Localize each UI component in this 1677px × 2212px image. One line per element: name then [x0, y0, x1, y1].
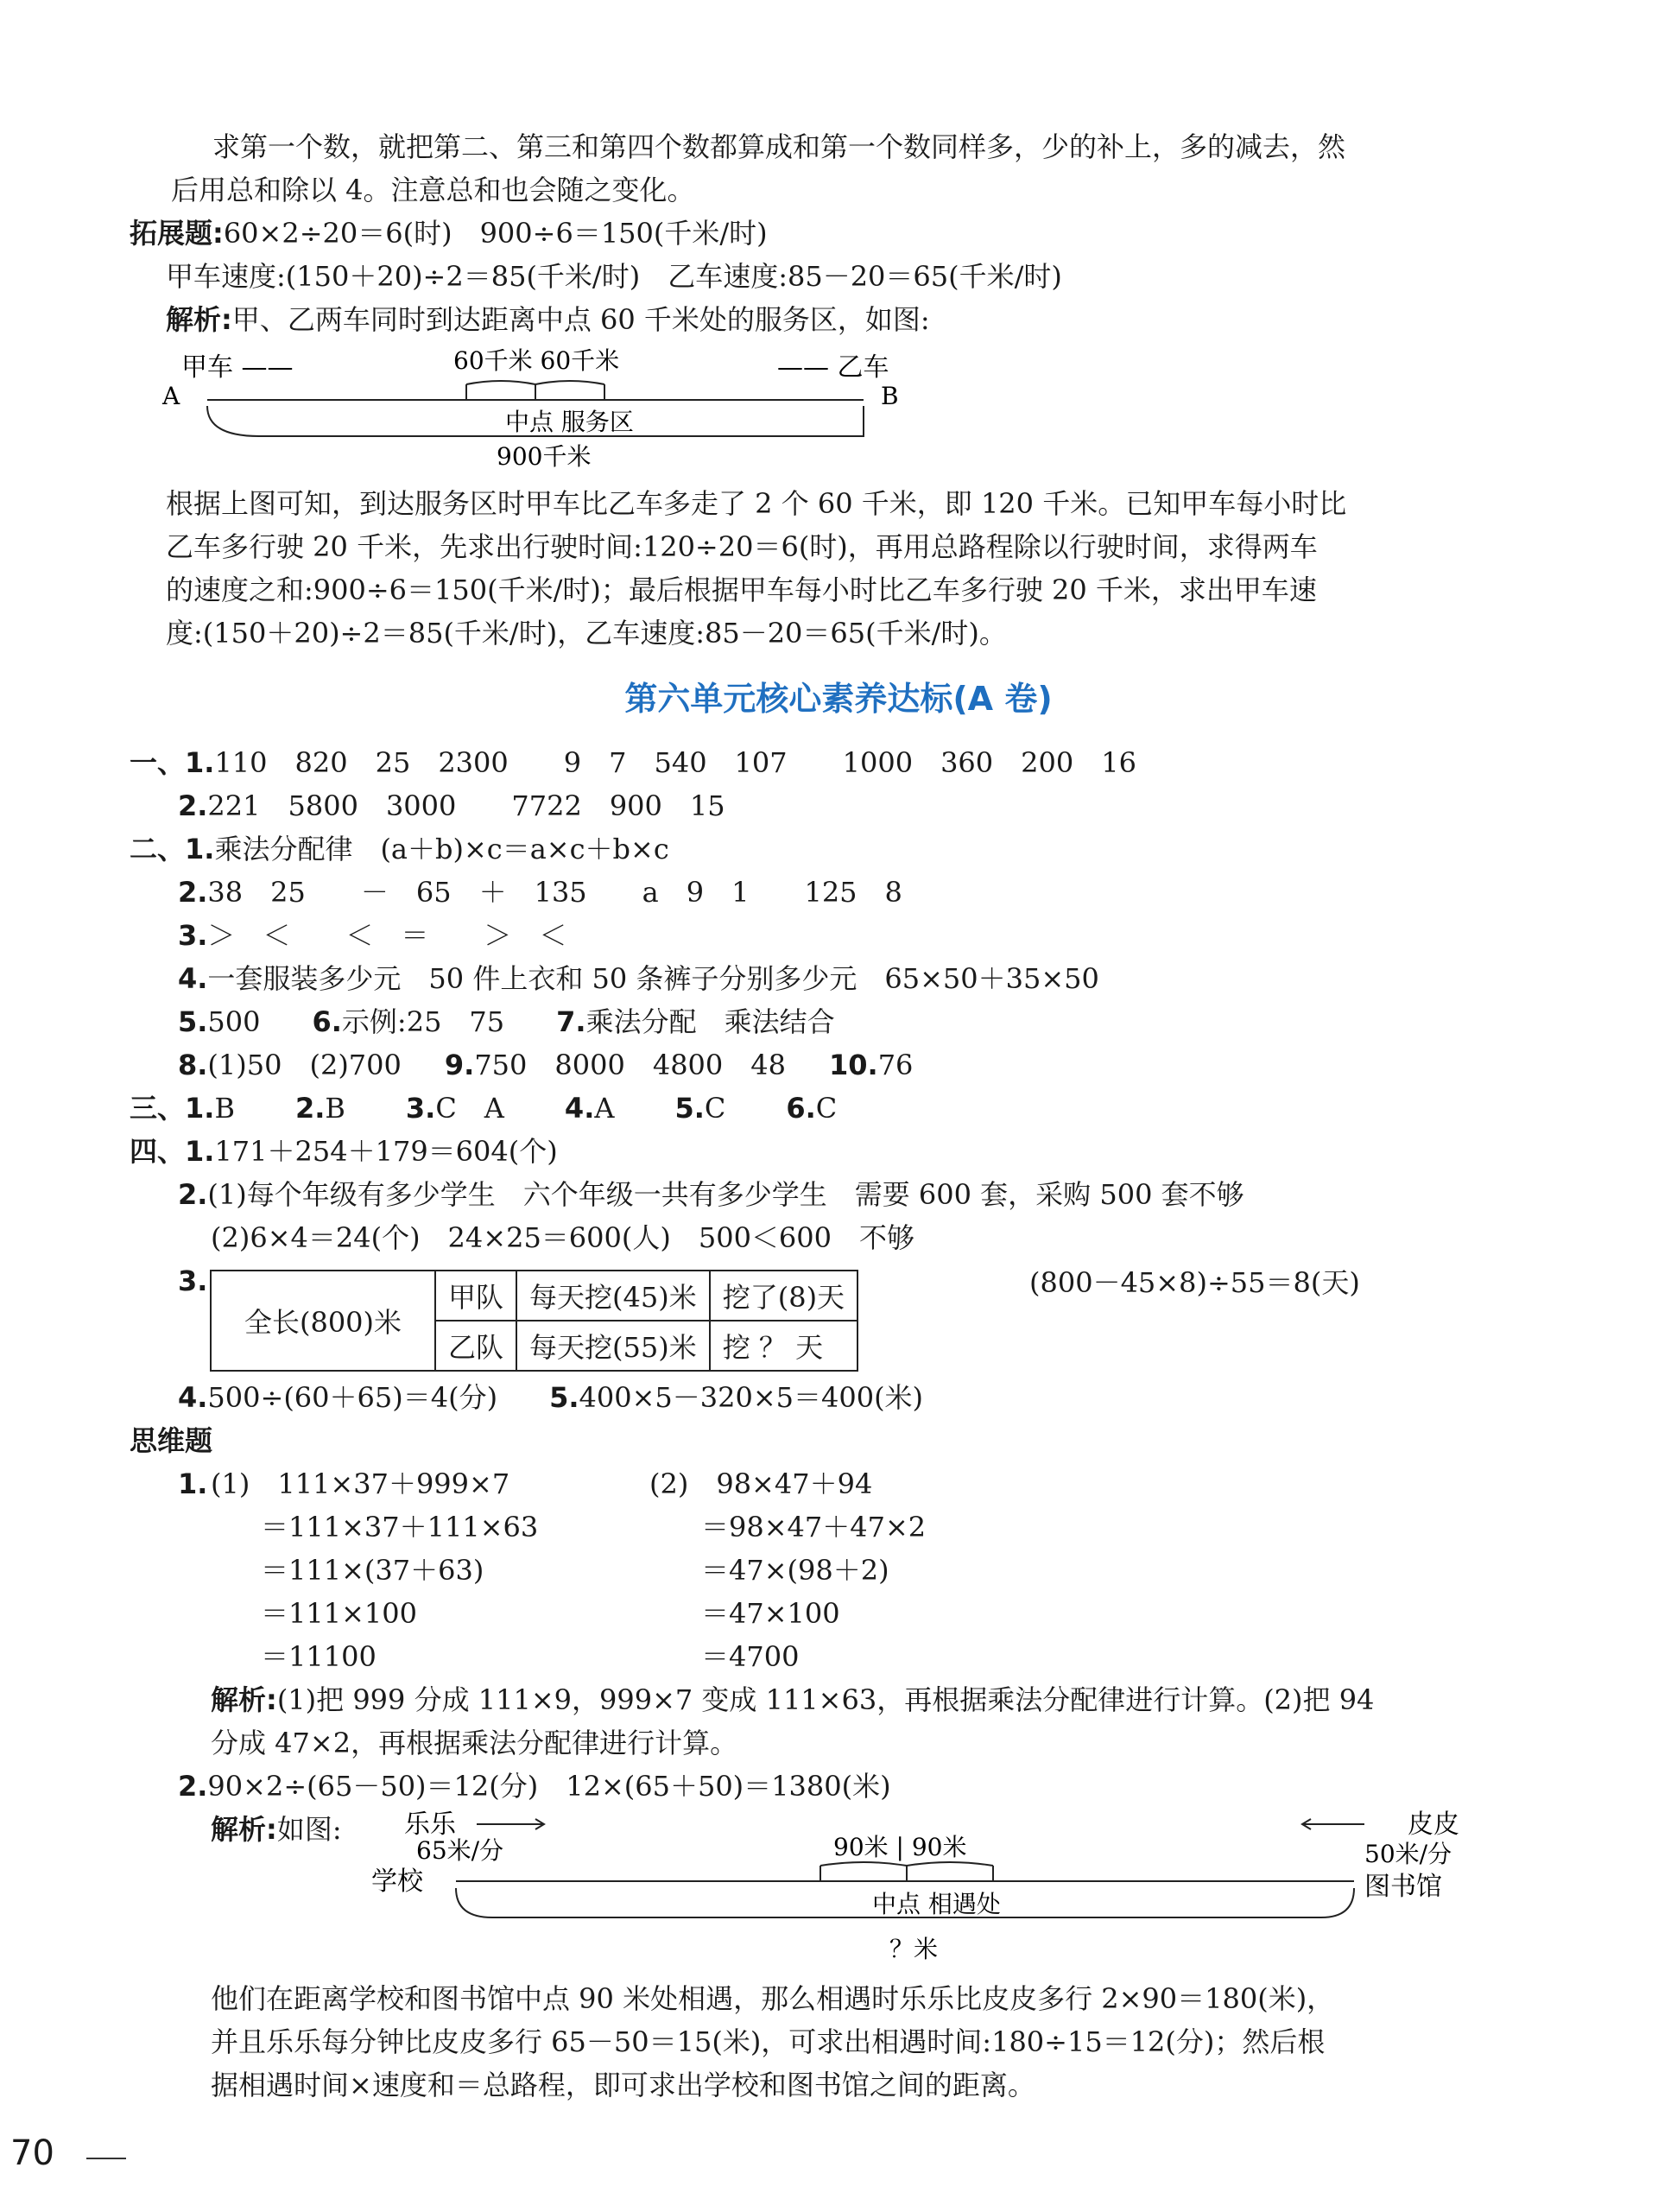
answer-row [130, 1091, 837, 1125]
question-number: 二、1. [130, 833, 215, 865]
question-number: 9. [444, 1049, 475, 1081]
answer-row [178, 1769, 891, 1803]
lele-label: 乐乐 [404, 1810, 456, 1840]
question-number: 2. [178, 876, 208, 909]
answer-row [130, 1134, 558, 1169]
calc-step: ＝98×47＋47×2 [701, 1511, 927, 1543]
answer-text: B [325, 1092, 345, 1125]
table-cell: 挖 ？ 天 [710, 1321, 857, 1371]
total-label: 900千米 [497, 442, 592, 471]
section-label: 拓展题: [130, 217, 224, 250]
analysis-label: 解析: [211, 1813, 277, 1846]
calc-step: ＝11100 [261, 1640, 377, 1673]
question-number: 1. [178, 1467, 208, 1500]
analysis-label: 解析: [211, 1683, 277, 1716]
section-title: 第六单元核心素养达标(A 卷) [624, 680, 1053, 718]
answer-text: 76 [877, 1049, 914, 1081]
answer-row [178, 875, 902, 910]
question-number: 2. [178, 1770, 208, 1803]
text-line: 据相遇时间×速度和＝总路程，即可求出学校和图书馆之间的距离。 [211, 2069, 1035, 2101]
answer-text: 38 25 － 65 ＋ 135 a 9 1 125 8 [207, 876, 902, 909]
question-number: 3. [178, 919, 208, 952]
answer-text: 171＋254＋179＝604(个) [214, 1135, 558, 1168]
answer-text: 乘法分配 乘法结合 [585, 1005, 835, 1038]
extension-question [130, 216, 768, 250]
answer-text: 60×2÷20＝6(时) 900÷6＝150(千米/时) [223, 217, 768, 250]
segment-label: 60千米 60千米 [453, 346, 620, 375]
calc-step: ＝4700 [701, 1640, 800, 1673]
question-number: 7. [556, 1005, 586, 1038]
table-cell: 全长(800)米 [211, 1271, 435, 1371]
question-number: 4. [178, 1381, 208, 1414]
total-label: ？米 [889, 1935, 939, 1963]
answer-row [178, 1177, 1244, 1212]
question-number: 3. [405, 1092, 436, 1125]
answer-text: A [594, 1092, 615, 1125]
question-number: 3. [178, 1264, 208, 1297]
text-line: 甲车速度:(150＋20)÷2＝85(千米/时) 乙车速度:85－20＝65(千米/时) [166, 260, 1062, 293]
question-number: 5. [549, 1381, 579, 1414]
question-number: 4. [564, 1092, 595, 1125]
distance-diagram-meeting [363, 1805, 1485, 1978]
text-line: 乙车多行驶 20 千米，先求出行驶时间:120÷20＝6(时)，再用总路程除以行驶时间，求得两车 [166, 530, 1318, 563]
question-number: 10. [829, 1049, 878, 1081]
table-cell: 甲队 [435, 1271, 516, 1321]
answer-text: 90×2÷(65－50)＝12(分) 12×(65＋50)＝1380(米) [207, 1770, 891, 1803]
text-line: 求第一个数，就把第二、第三和第四个数都算成和第一个数同样多，少的补上，多的减去，然 [212, 130, 1346, 163]
pipi-speed: 50米/分 [1364, 1840, 1452, 1868]
analysis-text: (1)把 999 分成 111×9，999×7 变成 111×63，再根据乘法分配律进行计算。(2)把 94 [276, 1683, 1375, 1716]
pipi-label: 皮皮 [1408, 1810, 1459, 1840]
page-number-rule [86, 2158, 126, 2159]
question-number: 四、1. [130, 1135, 215, 1168]
answer-row [178, 1048, 913, 1082]
question-number: 6. [786, 1092, 816, 1125]
answer-row [178, 789, 725, 823]
answer-row [178, 961, 1099, 996]
segment-brace [466, 381, 604, 400]
answer-text: 500÷(60＋65)＝4(分) [207, 1381, 498, 1414]
question-number: 5. [178, 1005, 208, 1038]
segment-label: 90米 | 90米 [833, 1833, 967, 1861]
text-line: 后用总和除以 4。注意总和也会随之变化。 [171, 174, 695, 206]
answer-text: (1)50 (2)700 [207, 1049, 402, 1081]
answer-row [178, 918, 566, 953]
question-number: 4. [178, 962, 208, 995]
answer-text: 500 [207, 1005, 261, 1038]
calc-step: ＝47×100 [701, 1597, 840, 1630]
answer-text: 示例:25 75 [341, 1005, 505, 1038]
question-number: 三、1. [130, 1092, 215, 1125]
question-number: 2. [178, 1178, 208, 1211]
analysis-text: 如图: [276, 1813, 342, 1846]
line-segment-table [210, 1270, 858, 1372]
answer-text: 乘法分配律 (a＋b)×c＝a×c＋b×c [214, 833, 669, 865]
answer-text: (1)每个年级有多少学生 六个年级一共有多少学生 需要 600 套，采购 500 套不够 [207, 1178, 1244, 1211]
answer-row [130, 745, 1136, 780]
question-number: 6. [312, 1005, 342, 1038]
car-jia-label: 甲车 —— [181, 352, 294, 383]
midpoint-label: 中点 相遇处 [872, 1890, 1001, 1918]
calc-step: ＝111×37＋111×63 [261, 1511, 539, 1543]
analysis-line [211, 1812, 342, 1847]
calc-step: ＝47×(98＋2) [701, 1554, 889, 1587]
answer-text: 一套服装多少元 50 件上衣和 50 条裤子分别多少元 65×50＋35×50 [207, 962, 1099, 995]
answer-text: 110 820 25 2300 9 7 540 107 1000 360 200 16 [214, 746, 1136, 779]
library-label: 图书馆 [1364, 1872, 1442, 1902]
answer-row [178, 1380, 923, 1415]
answer-text: (800－45×8)÷55＝8(天) [1029, 1266, 1360, 1299]
analysis-text: 甲、乙两车同时到达距离中点 60 千米处的服务区，如图: [231, 303, 930, 336]
answer-text: 221 5800 3000 7722 900 15 [207, 789, 725, 822]
calc-step: (2) 98×47＋94 [649, 1467, 873, 1500]
analysis-line [211, 1683, 1374, 1717]
question-number: 8. [178, 1049, 208, 1081]
calc-step: (1) 111×37＋999×7 [211, 1467, 510, 1500]
page-number: 70 [10, 2133, 54, 2173]
car-yi-label: —— 乙车 [777, 352, 889, 383]
table-cell: 挖了(8)天 [710, 1271, 857, 1321]
question-number: 2. [178, 789, 208, 822]
school-label: 学校 [371, 1867, 423, 1897]
answer-text: C [704, 1092, 726, 1125]
text-line: 并且乐乐每分钟比皮皮多行 65－50＝15(米)，可求出相遇时间:180÷15＝12(分)；然后根 [211, 2025, 1326, 2058]
midpoint-label: 中点 服务区 [505, 408, 634, 436]
table-cell: 每天挖(45)米 [516, 1271, 710, 1321]
answer-text: C [815, 1092, 838, 1125]
analysis-line [166, 302, 930, 337]
text-line: 的速度之和:900÷6＝150(千米/时)；最后根据甲车每小时比乙车多行驶 20 千米，求出甲车速 [166, 574, 1317, 606]
answer-row [178, 1005, 835, 1039]
table-cell: 每天挖(55)米 [516, 1321, 710, 1371]
answer-text: B [214, 1092, 235, 1125]
answer-text: ＞ ＜ ＜ ＝ ＞ ＜ [207, 919, 567, 952]
point-a-label: A [162, 382, 180, 410]
lele-speed: 65米/分 [416, 1836, 504, 1865]
segment-brace [820, 1862, 993, 1881]
text-line: 他们在距离学校和图书馆中点 90 米处相遇，那么相遇时乐乐比皮皮多行 2×90＝180(米)， [211, 1982, 1335, 2015]
analysis-line: 分成 47×2，再根据乘法分配律进行计算。 [211, 1727, 738, 1759]
calc-step: ＝111×100 [261, 1597, 417, 1630]
point-b-label: B [881, 382, 899, 410]
calc-step: ＝111×(37＋63) [261, 1554, 484, 1587]
analysis-label: 解析: [166, 303, 232, 336]
section-label: 思维题 [130, 1424, 213, 1457]
answer-text: 400×5－320×5＝400(米) [579, 1381, 924, 1414]
answer-row [130, 832, 669, 866]
question-number: 一、1. [130, 746, 215, 779]
text-line: 根据上图可知，到达服务区时甲车比乙车多走了 2 个 60 千米，即 120 千米。已知甲车每小时比 [166, 487, 1347, 520]
distance-diagram-cars [155, 341, 933, 479]
question-number: 5. [674, 1092, 705, 1125]
text-line: 度:(150＋20)÷2＝85(千米/时)，乙车速度:85－20＝65(千米/时)。 [166, 617, 1007, 650]
table-cell: 乙队 [435, 1321, 516, 1371]
answer-text: C A [435, 1092, 504, 1125]
question-number: 2. [294, 1092, 326, 1125]
answer-text: 750 8000 4800 48 [474, 1049, 786, 1081]
answer-row: (2)6×4＝24(个) 24×25＝600(人) 500＜600 不够 [211, 1221, 915, 1254]
